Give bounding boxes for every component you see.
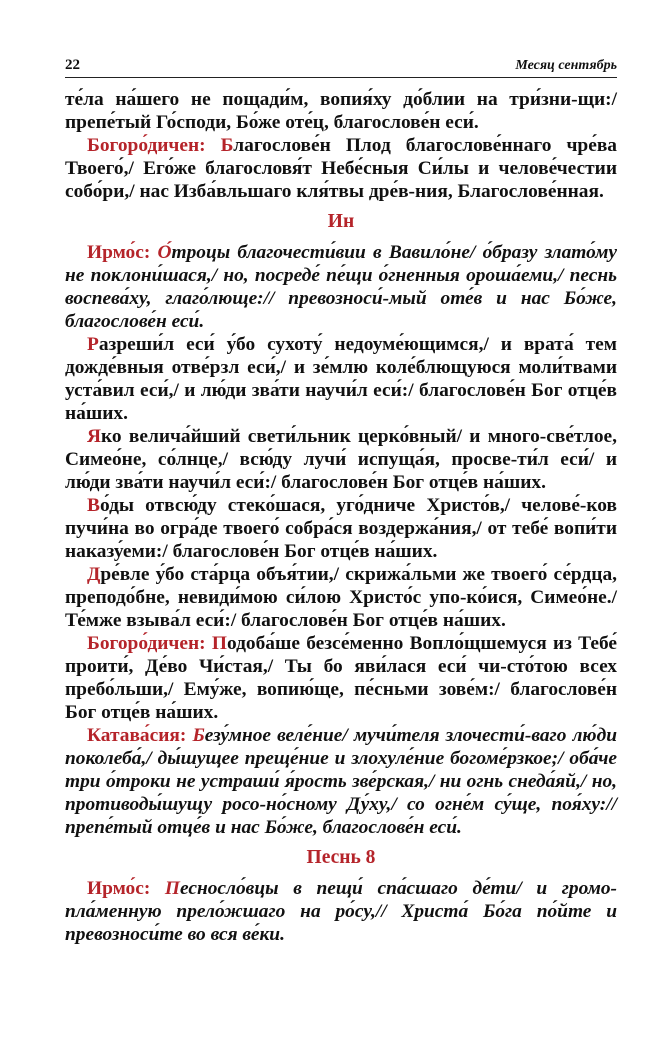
section-label: Катава́сия: [87, 725, 193, 746]
text-body [65, 88, 617, 946]
running-title: Месяц сентябрь [515, 58, 617, 73]
initial-letter: О́ [157, 242, 172, 263]
paragraph-text: ко велича́йший свети́льник церко́вный/ и много-све́тлое, Симео́не, со́лнце,/ всю́ду лучи́ испуща́я, просве-ти́л еси́/ и лю́ди зва́ти научи́л еси́:/ благослове́н Бог отце́в на́ших. [65, 426, 617, 493]
initial-letter: Р [87, 334, 99, 355]
section-label: Ирмо́с: [87, 878, 165, 899]
initial-letter: Я [87, 426, 102, 447]
paragraph-irmos-8 [65, 877, 617, 946]
heading-song-8: Песнь 8 [306, 847, 376, 868]
initial-letter: Д [87, 564, 101, 585]
initial-letter: В [87, 495, 100, 516]
header-rule [65, 77, 617, 78]
paragraph-text: одоба́ше безсе́менно Вопло́щшемуся из Тебе́ проити́, Де́во Чи́стая,/ Ты бо яви́лася еси́ чи-сто́тою всех пребо́льши,/ Ему́же, вопию́ще, пе́сньми зове́м:/ благослове́н Бог отце́в на́ших. [65, 633, 617, 723]
paragraph-text: лагослове́н Плод благослове́ннаго чре́ва Твоего́,/ Его́же благословя́т Небе́сныя Си́лы и челове́честии собо́ри,/ нас Изба́вльшаго кля́твы дре́в-ния, Благослове́нная. [65, 135, 617, 202]
paragraph-troparion-1 [65, 333, 617, 425]
paragraph-troparion-3 [65, 494, 617, 563]
paragraph-text: езу́мное веле́ние/ мучи́теля злочести́-ваго лю́ди поколеба́,/ ды́шущее преще́ние и злохуле́ние богоме́рзкое;/ оба́че три о́троки не устраши́ я́рость зве́рская,/ ни огнь снеда́яй,/ но, противоды́шущу росо-но́сному Ду́ху,/ со огне́м су́ще, поя́ху:// препе́тый отце́в и нас Бо́же, благослове́н еси́. [65, 725, 617, 838]
paragraph-text: о́ды отвсю́ду стеко́шася, уго́дниче Христо́в,/ челове́-ков пучи́на во огра́де твоего́ собра́ся воздержа́ния,/ от тебе́ вопи́ти наказу́еми:/ благослове́н Бог отце́в на́ших. [65, 495, 617, 562]
paragraph-text: есносло́вцы в пещи́ спа́сшаго де́ти/ и громо-пла́менную прело́жшаго на ро́су,// Христа́ Бо́га по́йте и превозноси́те во вся ве́ки. [65, 878, 617, 945]
initial-letter: П [211, 633, 227, 654]
paragraph-theotokion-2 [65, 632, 617, 724]
paragraph-troparion-4 [65, 563, 617, 632]
paragraph-troparion-2 [65, 425, 617, 494]
heading-in: Ин [327, 211, 355, 232]
paragraph-text: те́ла на́шего не пощади́м, вопия́ху до́блии на три́зни-щи:/ препе́тый Го́споди, Бо́же оте́ц, благослове́н еси́. [65, 89, 617, 133]
initial-letter: Б [192, 725, 205, 746]
paragraph-text: троцы благочести́вии в Вавило́не/ о́бразу злато́му не поклони́шася,/ но, посреде́ пе́щи о́гненныя ороша́еми,/ песнь воспева́ху, глаго́люще:// превозноси́-мый оте́в и нас Бо́же, благослове́н еси́. [65, 242, 617, 332]
initial-letter: П [164, 878, 181, 899]
paragraph-katavasia [65, 724, 617, 839]
page-number: 22 [65, 57, 80, 73]
paragraph-text: азреши́л еси́ у́бо сухоту́ недоуме́ющимся,/ и врата́ тем дожде́вныя отве́рзл еси́,/ и зе́млю коле́блющуюся моли́твами уста́вил еси́,/ и лю́ди зва́ти научи́л еси́:/ благослове́н Бог отце́в на́ших. [65, 334, 617, 424]
section-label: Богоро́дичен: [87, 633, 212, 654]
page-header [65, 50, 617, 74]
paragraph-continuation [65, 88, 617, 134]
paragraph-theotokion [65, 134, 617, 203]
section-label: Ирмо́с: [87, 242, 158, 263]
paragraph-text: ре́вле у́бо ста́рца объя́тии,/ скрижа́льми же твоего́ се́рдца, преподо́бне, невиди́мою си́лою Христо́с упо-ко́ися, Симео́не./ Те́мже взыва́л еси́:/ благослове́н Бог отце́в на́ших. [65, 564, 617, 631]
initial-letter: Б [220, 135, 234, 156]
paragraph-irmos [65, 241, 617, 333]
section-label: Богоро́дичен: [87, 135, 221, 156]
